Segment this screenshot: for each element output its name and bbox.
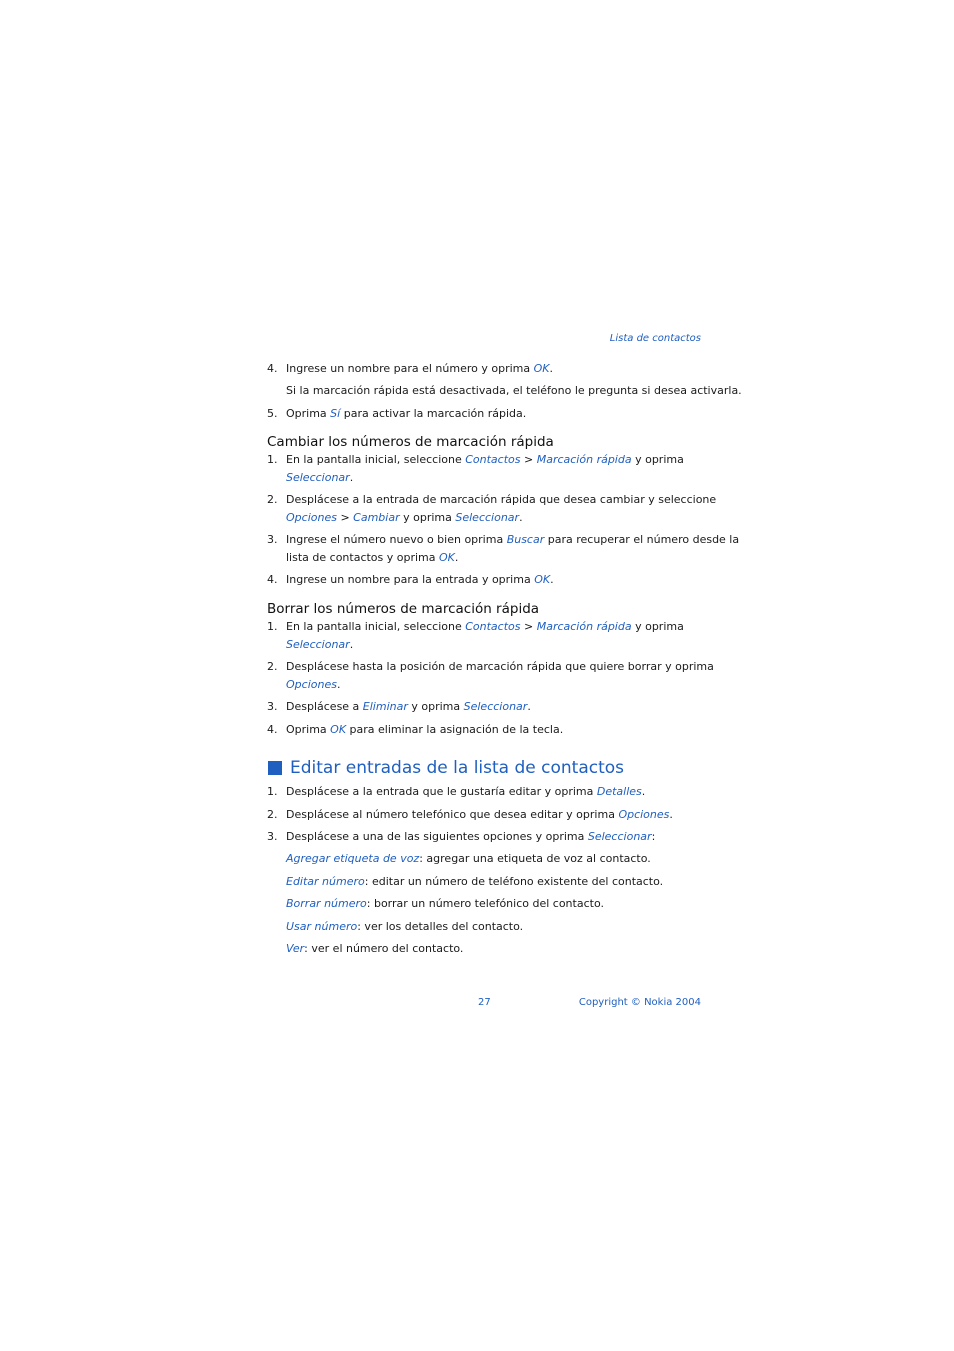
menu-reference: Agregar etiqueta de voz bbox=[286, 852, 420, 865]
text-run: Ingrese un nombre para el número y oprima bbox=[286, 362, 534, 375]
text-run: . bbox=[550, 573, 554, 586]
list-item-text bbox=[286, 493, 716, 507]
list-item-text bbox=[286, 453, 684, 467]
menu-reference: Buscar bbox=[506, 533, 545, 546]
menu-reference: Marcación rápida bbox=[536, 453, 632, 466]
list-number: 3. bbox=[267, 533, 278, 546]
text-run: Ingrese un nombre para la entrada y oprima bbox=[286, 573, 535, 586]
list-item-text bbox=[286, 511, 523, 525]
list-number: 1. bbox=[267, 453, 278, 466]
menu-reference: Borrar número bbox=[286, 897, 367, 910]
text-run: Desplácese a la entrada de marcación rápida que desea cambiar y seleccione bbox=[286, 493, 717, 506]
list-number: 2. bbox=[267, 660, 278, 673]
text-run: : ver los detalles del contacto. bbox=[357, 920, 524, 933]
text-run: Desplácese al número telefónico que desea editar y oprima bbox=[286, 808, 619, 821]
text-run: Oprima bbox=[286, 407, 331, 420]
list-item-text bbox=[286, 573, 554, 587]
menu-reference: Seleccionar bbox=[455, 511, 520, 524]
text-run: Desplácese a bbox=[286, 700, 363, 713]
menu-reference: OK bbox=[533, 362, 550, 375]
heading-editar: Editar entradas de la lista de contactos bbox=[290, 758, 625, 778]
text-run: Ingrese el número nuevo o bien oprima bbox=[286, 533, 507, 546]
list-item-text bbox=[286, 620, 684, 634]
menu-reference: Eliminar bbox=[362, 700, 408, 713]
menu-reference: Opciones bbox=[286, 678, 337, 691]
list-number: 2. bbox=[267, 493, 278, 506]
menu-reference: OK bbox=[534, 573, 551, 586]
list-item-text bbox=[286, 407, 526, 421]
list-item-text bbox=[286, 852, 651, 866]
list-number: 3. bbox=[267, 830, 278, 843]
menu-reference: Marcación rápida bbox=[536, 620, 632, 633]
list-item-text bbox=[286, 471, 353, 485]
list-number: 4. bbox=[267, 723, 278, 736]
heading-cambiar: Cambiar los números de marcación rápida bbox=[267, 434, 554, 450]
list-item-text bbox=[286, 920, 523, 934]
text-run: Desplácese hasta la posición de marcación rápida que quiere borrar y oprima bbox=[286, 660, 714, 673]
menu-reference: Seleccionar bbox=[463, 700, 528, 713]
list-item-text bbox=[286, 897, 604, 911]
list-number: 4. bbox=[267, 362, 278, 375]
menu-reference: Opciones bbox=[618, 808, 670, 821]
heading-borrar: Borrar los números de marcación rápida bbox=[267, 601, 540, 617]
text-run: para eliminar la asignación de la tecla. bbox=[346, 723, 564, 736]
text-run: para activar la marcación rápida. bbox=[340, 407, 527, 420]
list-item-text bbox=[286, 638, 353, 652]
text-run: . bbox=[349, 471, 354, 484]
menu-reference: Contactos bbox=[465, 453, 521, 466]
text-run: . bbox=[527, 700, 531, 713]
page-number: 27 bbox=[478, 997, 491, 1008]
text-run: : ver el número del contacto. bbox=[304, 942, 464, 955]
list-item-text bbox=[286, 660, 714, 674]
list-number: 1. bbox=[267, 785, 278, 798]
list-number: 2. bbox=[267, 808, 278, 821]
list-item-text bbox=[286, 700, 531, 714]
menu-reference: Sí bbox=[330, 407, 341, 420]
text-run: y oprima bbox=[407, 700, 464, 713]
menu-reference: Usar número bbox=[286, 920, 358, 933]
menu-reference: Opciones bbox=[286, 511, 337, 524]
text-run: Desplácese a la entrada que le gustaría editar y oprima bbox=[286, 785, 597, 798]
menu-reference: OK bbox=[439, 551, 455, 564]
text-run: En la pantalla inicial, seleccione bbox=[286, 620, 466, 633]
text-run: : bbox=[651, 830, 656, 843]
text-run: . bbox=[349, 638, 354, 651]
menu-reference: Ver bbox=[286, 942, 305, 955]
list-item-text bbox=[286, 362, 553, 376]
list-item-text bbox=[286, 830, 655, 844]
text-run: . bbox=[519, 511, 523, 524]
text-run: . bbox=[454, 551, 459, 564]
list-item-text bbox=[286, 808, 673, 822]
menu-reference: Seleccionar bbox=[286, 471, 350, 484]
running-header: Lista de contactos bbox=[609, 333, 701, 344]
text-run: . bbox=[641, 785, 646, 798]
text-run: > bbox=[520, 453, 537, 466]
section-square-icon bbox=[268, 761, 282, 775]
list-item-text bbox=[286, 875, 663, 889]
menu-reference: Detalles bbox=[596, 785, 642, 798]
text-run: y oprima bbox=[631, 453, 684, 466]
list-number: 5. bbox=[267, 407, 278, 420]
list-number: 3. bbox=[267, 700, 278, 713]
list-item-text bbox=[286, 678, 340, 692]
menu-reference: Cambiar bbox=[353, 511, 400, 524]
text-run: . bbox=[549, 362, 553, 375]
text-run: Si la marcación rápida está desactivada, el teléfono le pregunta si desea activarla. bbox=[286, 384, 742, 397]
list-number: 4. bbox=[267, 573, 278, 586]
menu-reference: Editar número bbox=[286, 875, 365, 888]
list-item-text bbox=[286, 723, 563, 737]
text-run: y oprima bbox=[399, 511, 456, 524]
text-run: lista de contactos y oprima bbox=[286, 551, 440, 564]
menu-reference: OK bbox=[330, 723, 347, 736]
text-run: En la pantalla inicial, seleccione bbox=[286, 453, 466, 466]
text-run: Oprima bbox=[286, 723, 331, 736]
menu-reference: Seleccionar bbox=[587, 830, 652, 843]
text-run: . bbox=[336, 678, 341, 691]
list-item-text bbox=[286, 785, 645, 799]
text-run: : borrar un número telefónico del contacto. bbox=[366, 897, 604, 910]
text-run: : editar un número de teléfono existente del contacto. bbox=[364, 875, 664, 888]
text-run: : agregar una etiqueta de voz al contacto. bbox=[419, 852, 651, 865]
menu-reference: Contactos bbox=[465, 620, 521, 633]
list-item-text bbox=[286, 384, 742, 398]
text-run: > bbox=[520, 620, 537, 633]
menu-reference: Seleccionar bbox=[286, 638, 350, 651]
list-number: 1. bbox=[267, 620, 278, 633]
list-item-text bbox=[286, 942, 463, 956]
text-run: . bbox=[669, 808, 673, 821]
list-item-text bbox=[286, 551, 458, 565]
text-run: Desplácese a una de las siguientes opciones y oprima bbox=[286, 830, 588, 843]
text-run: > bbox=[336, 511, 354, 524]
text-run: para recuperar el número desde la bbox=[544, 533, 740, 546]
list-item-text bbox=[286, 533, 739, 547]
text-run: y oprima bbox=[631, 620, 684, 633]
copyright: Copyright © Nokia 2004 bbox=[578, 997, 701, 1008]
